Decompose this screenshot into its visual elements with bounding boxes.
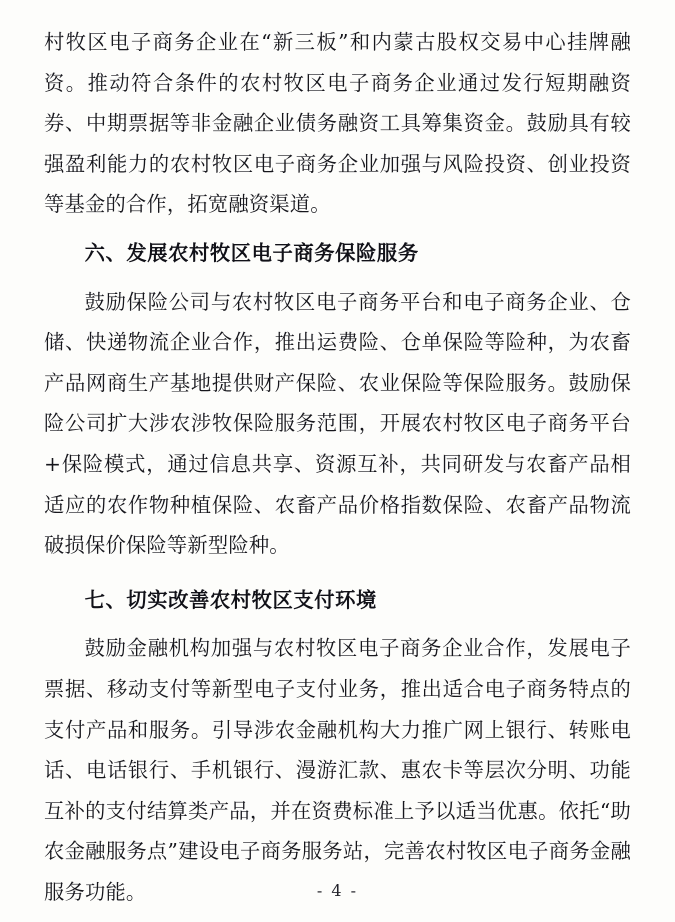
block-spacer <box>44 620 631 628</box>
section-heading-seven: 七、切实改善农村牧区支付环境 <box>84 587 377 612</box>
paragraph-insurance-services: 鼓励保险公司与农村牧区电子商务平台和电子商务企业、仓储、快递物流企业合作，推出运费险、仓单保险等险种，为农畜产品网商生产基地提供财产保险、农业保险等保险服务。鼓励保险公司扩大涉农涉牧保险服务范围，开展农村牧区电子商务平台+保险模式，通过信息共享、资源互补，共同研发与农畜产品相适应的农作物种植保险、农畜产品价格指数保险、农畜产品物流破损保价保险等新型险种。 <box>44 289 631 558</box>
block-spacer <box>44 274 631 282</box>
paragraph-continuation: 村牧区电子商务企业在“新三板”和内蒙古股权交易中心挂牌融资。推动符合条件的农村牧区电子商务企业通过发行短期融资券、中期票据等非金融企业债务融资工具筹集资金。鼓励具有较强盈利能力的农村牧区电子商务企业加强与风险投资、创业投资等基金的合作，拓宽融资渠道。 <box>44 30 631 217</box>
block-spacer <box>44 225 631 233</box>
page-number: - 4 - <box>316 881 359 900</box>
document-body <box>44 22 631 912</box>
paragraph-payment-environment: 鼓励金融机构加强与农村牧区电子商务企业合作，发展电子票据、移动支付等新型电子支付业务，推出适合电子商务特点的支付产品和服务。引导涉农金融机构大力推广网上银行、转账电话、电话银行、手机银行、漫游汇款、惠农卡等层次分明、功能互补的支付结算类产品，并在资费标准上予以适当优惠。依托“助农金融服务点”建设电子商务服务站，完善农村牧区电子商务金融服务功能。 <box>44 636 631 904</box>
section-heading-six: 六、发展农村牧区电子商务保险服务 <box>84 240 419 265</box>
block-spacer <box>44 566 631 580</box>
